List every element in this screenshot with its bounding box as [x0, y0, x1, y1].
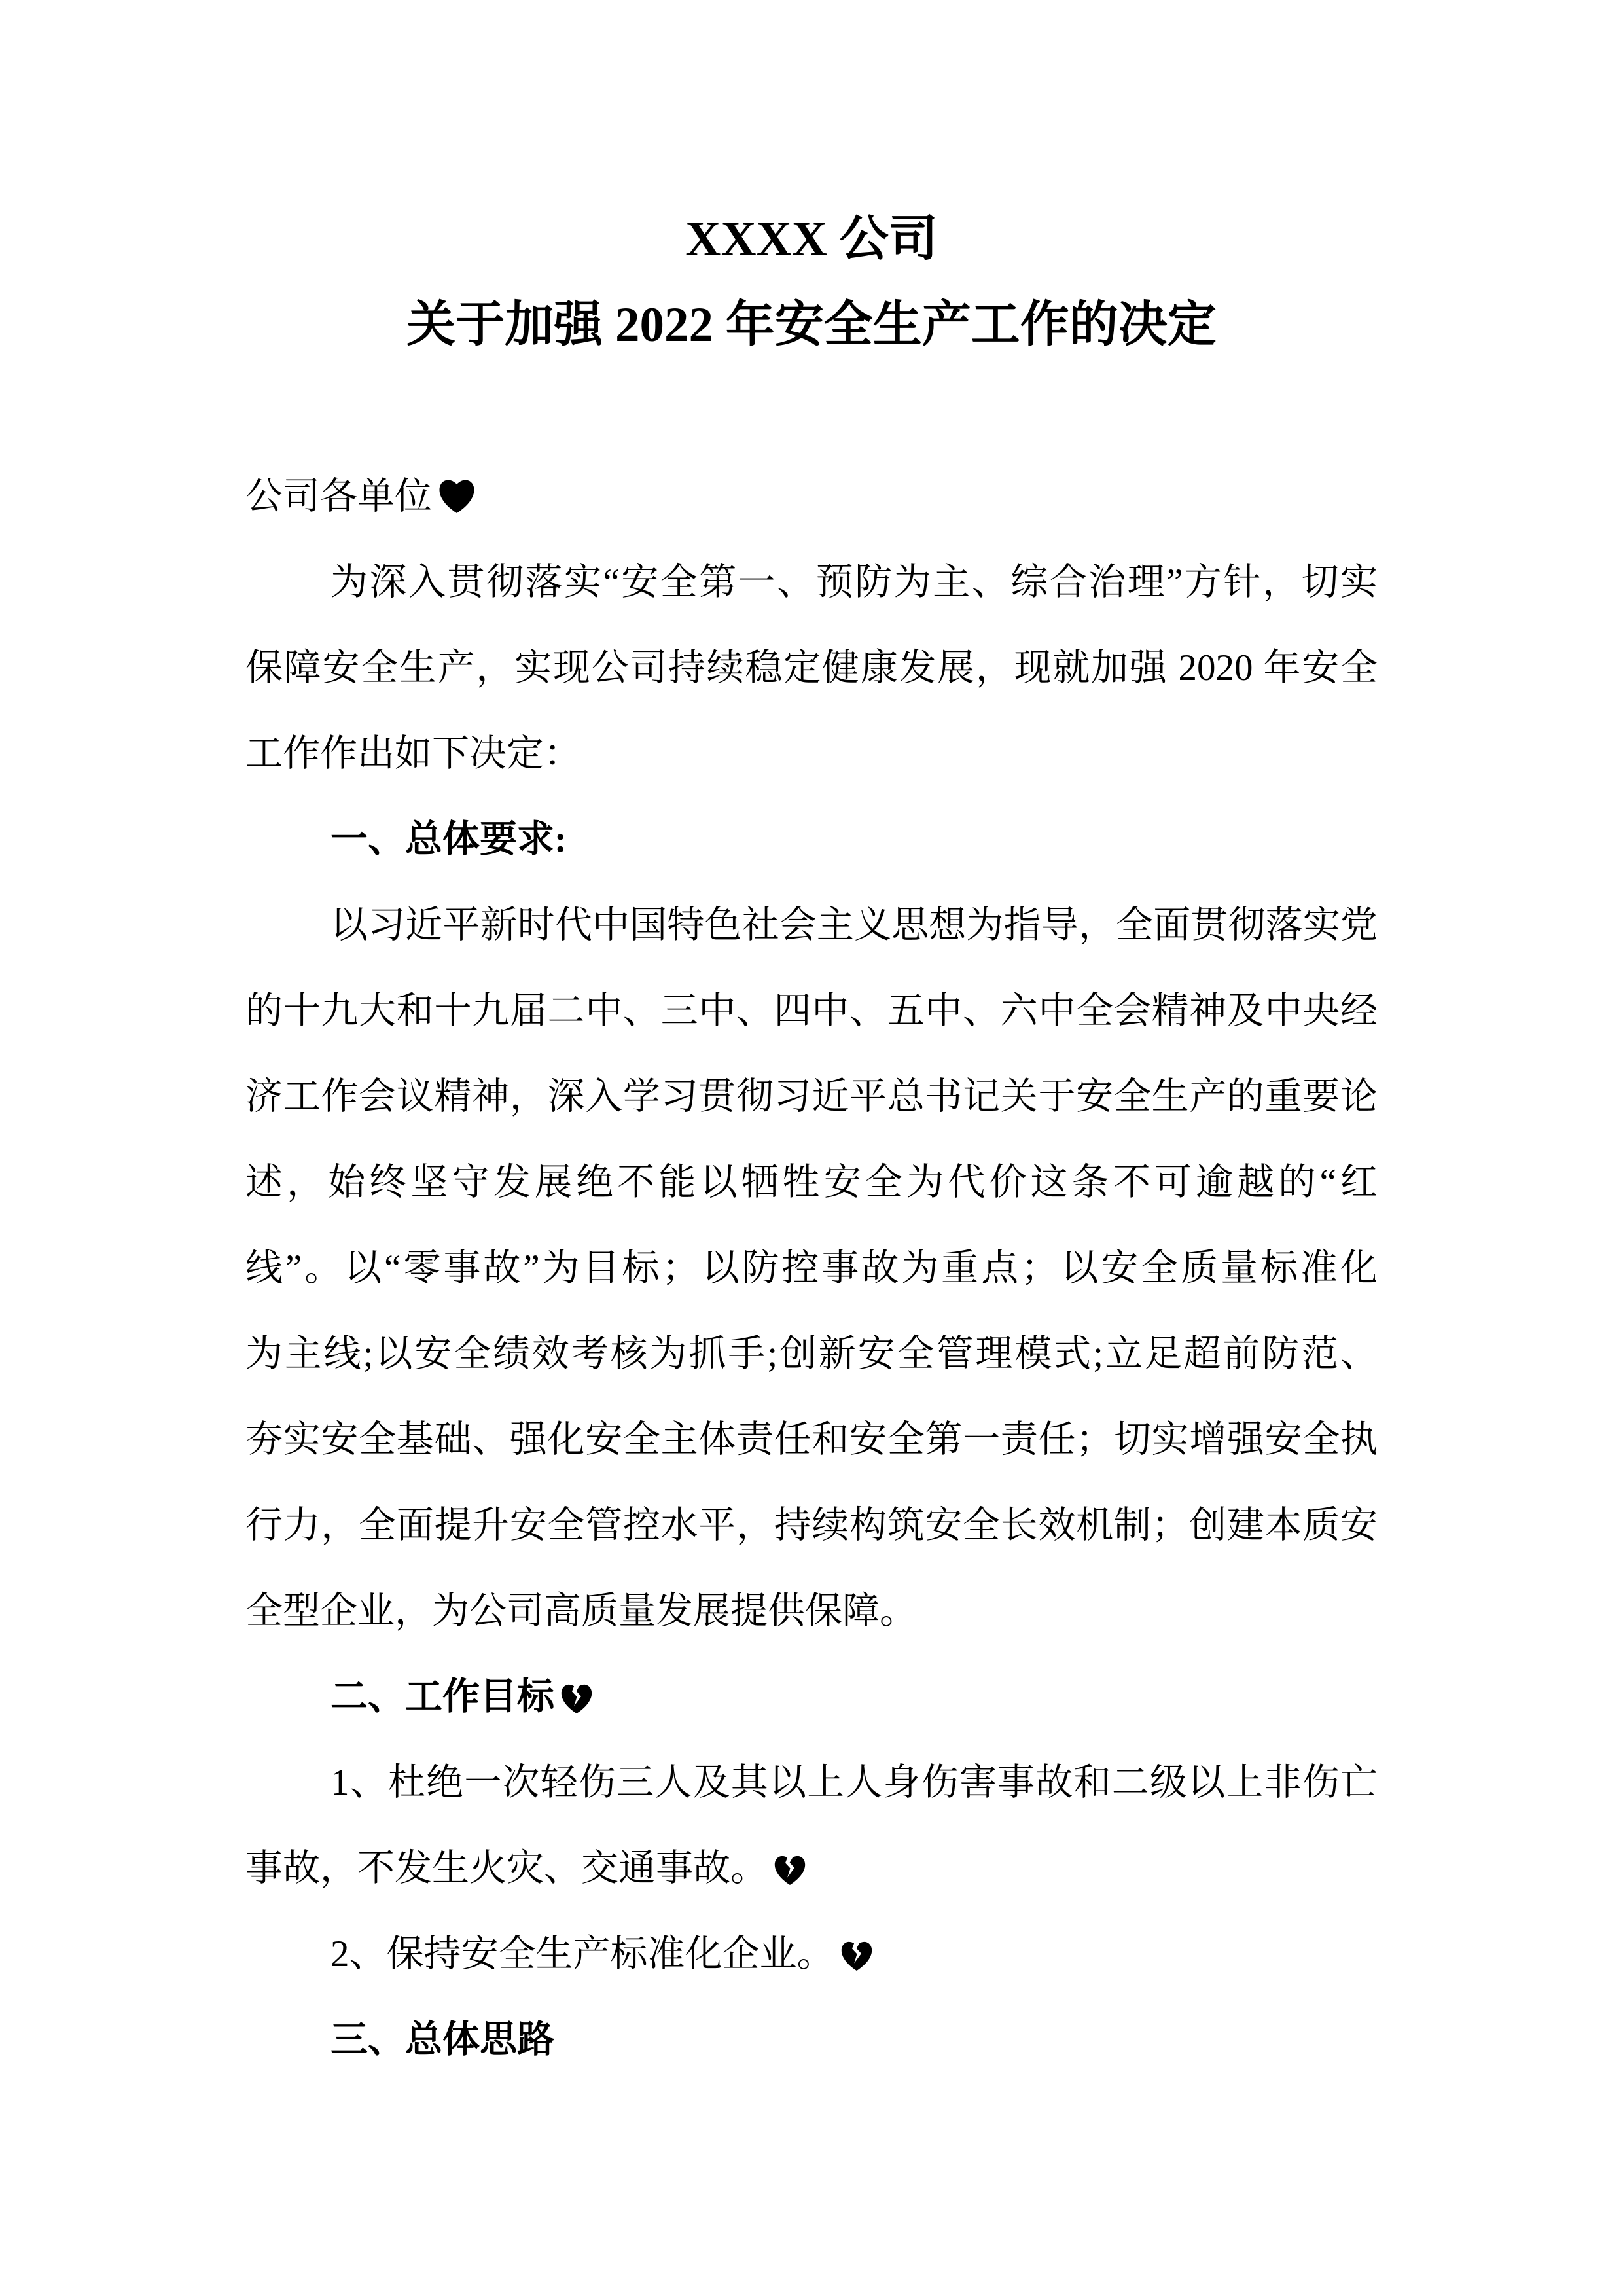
- doc-line: [245, 625, 1378, 711]
- line-text: 2、保持安全生产标准化企业。: [330, 1933, 834, 1975]
- line-text: 全型企业，为公司高质量发展提供保障。: [245, 1590, 917, 1632]
- line-text: 为主线;以安全绩效考核为抓手;创新安全管理模式;立足超前防范、: [245, 1333, 1378, 1374]
- line-text: 1、杜绝一次轻伤三人及其以上人身伤害事故和二级以上非伤亡: [330, 1762, 1378, 1803]
- doc-line: [245, 1139, 1378, 1225]
- doc-line: [245, 882, 1378, 968]
- doc-line: [245, 1397, 1378, 1482]
- line-text: 二、工作目标: [330, 1676, 554, 1717]
- doc-subtitle-text: 关于加强 2022 年安全生产工作的决定: [406, 298, 1217, 352]
- line-text: 济工作会议精神，深入学习贯彻习近平总书记关于安全生产的重要论: [245, 1076, 1378, 1117]
- broken-heart-icon: [838, 1916, 875, 2002]
- doc-title-text: XXXX 公司: [685, 212, 938, 266]
- doc-line: [245, 1911, 1378, 1997]
- doc-line: [245, 1482, 1378, 1568]
- document-body: [245, 454, 1378, 2083]
- doc-line: [245, 1825, 1378, 1911]
- blank-line: [245, 368, 1378, 454]
- black-heart-icon: [436, 459, 478, 545]
- doc-line: [245, 1054, 1378, 1139]
- doc-subtitle: [245, 282, 1378, 368]
- line-text: 保障安全生产，实现公司持续稳定健康发展，现就加强 2020 年安全: [245, 647, 1378, 689]
- line-text: 一、总体要求:: [330, 819, 567, 860]
- doc-line: [245, 1225, 1378, 1311]
- broken-heart-icon: [558, 1659, 595, 1745]
- doc-line: [245, 1740, 1378, 1825]
- line-text: 工作作出如下决定：: [245, 733, 581, 774]
- line-text: 行力，全面提升安全管控水平，持续构筑安全长效机制；创建本质安: [245, 1505, 1378, 1546]
- section-heading: [245, 797, 1378, 882]
- doc-title: [245, 196, 1378, 282]
- document-content: [245, 196, 1378, 2083]
- line-text: 事故，不发生火灾、交通事故。: [245, 1848, 768, 1889]
- line-text: 以习近平新时代中国特色社会主义思想为指导，全面贯彻落实党: [330, 905, 1378, 946]
- doc-line: [245, 968, 1378, 1054]
- section-heading: [245, 1654, 1378, 1740]
- line-text: 线”。以“零事故”为目标；以防控事故为重点；以安全质量标准化: [245, 1247, 1378, 1289]
- line-text: 公司各单位: [245, 476, 432, 517]
- line-text: 述，始终坚守发展绝不能以牺牲安全为代价这条不可逾越的“红: [245, 1162, 1378, 1203]
- line-text: 为深入贯彻落实“安全第一、预防为主、综合治理”方针，切实: [330, 562, 1378, 603]
- line-text: 夯实安全基础、强化安全主体责任和安全第一责任；切实增强安全执: [245, 1419, 1378, 1460]
- section-heading: [245, 1997, 1378, 2083]
- doc-line: [245, 1568, 1378, 1654]
- doc-line: [245, 1311, 1378, 1397]
- line-text: 的十九大和十九届二中、三中、四中、五中、六中全会精神及中央经: [245, 990, 1378, 1031]
- doc-line: [245, 539, 1378, 625]
- broken-heart-icon: [772, 1831, 808, 1916]
- doc-line: [245, 454, 1378, 539]
- doc-line: [245, 711, 1378, 797]
- line-text: 三、总体思路: [330, 2019, 554, 2060]
